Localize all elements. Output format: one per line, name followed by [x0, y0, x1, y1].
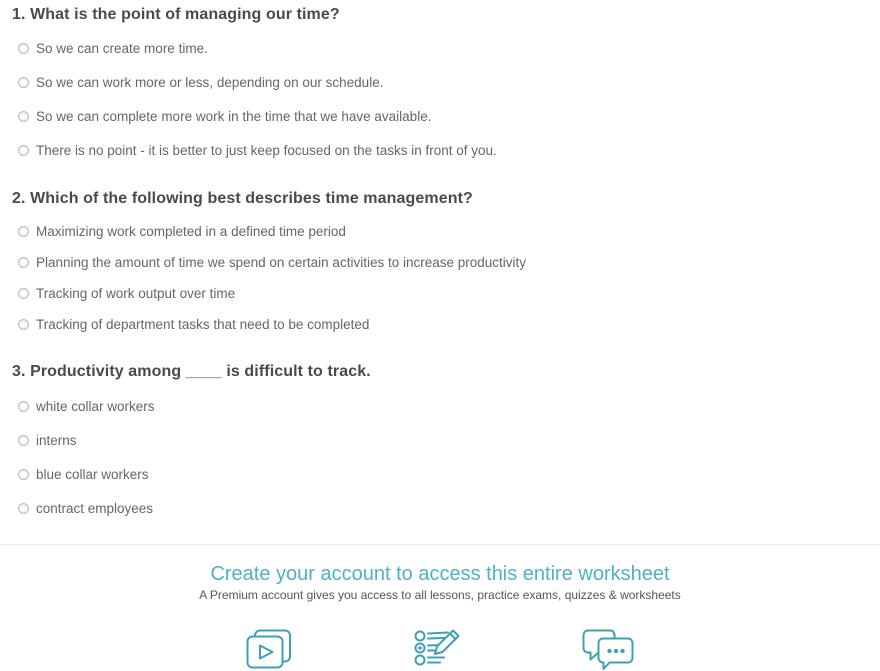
answer-option[interactable] [18, 285, 868, 302]
answer-option[interactable] [18, 316, 868, 333]
answer-option[interactable] [18, 108, 868, 125]
radio-button-icon[interactable] [18, 43, 29, 54]
answer-option[interactable] [18, 398, 868, 415]
question-2-title: 2. Which of the following best describes time management? [12, 190, 473, 207]
question-1-options [18, 40, 868, 159]
question-1-title: 1. What is the point of managing our time? [12, 6, 340, 23]
create-account-cta [0, 562, 880, 671]
answer-option[interactable] [18, 223, 868, 240]
radio-button-icon[interactable] [18, 77, 29, 88]
question-3 [12, 363, 868, 517]
radio-button-icon[interactable] [18, 401, 29, 412]
answer-option-label: contract employees [36, 501, 154, 516]
answer-option[interactable] [18, 432, 868, 449]
answer-option-label: So we can complete more work in the time that we have available. [36, 109, 432, 124]
question-1 [12, 6, 868, 159]
radio-button-icon[interactable] [18, 319, 29, 330]
question-3-options [18, 398, 868, 517]
radio-button-icon[interactable] [18, 111, 29, 122]
answer-option-label: white collar workers [36, 399, 155, 414]
radio-button-icon[interactable] [18, 469, 29, 480]
answer-option-label: There is no point - it is better to just keep focused on the tasks in front of you. [36, 143, 497, 158]
answer-option-label: Planning the amount of time we spend on certain activities to increase productivity [36, 255, 527, 270]
question-2-options [18, 223, 868, 333]
cta-title: Create your account to access this entire worksheet [210, 563, 670, 585]
answer-option[interactable] [18, 466, 868, 483]
radio-button-icon[interactable] [18, 257, 29, 268]
answer-option[interactable] [18, 254, 868, 271]
chat-support-icon [582, 629, 634, 671]
answer-option-label: Maximizing work completed in a defined time period [36, 224, 346, 239]
answer-option-label: blue collar workers [36, 467, 149, 482]
radio-button-icon[interactable] [18, 226, 29, 237]
answer-option-label: So we can create more time. [36, 41, 208, 56]
answer-option[interactable] [18, 500, 868, 517]
answer-option-label: So we can work more or less, depending on our schedule. [36, 75, 384, 90]
answer-option-label: Tracking of department tasks that need to be completed [36, 317, 370, 332]
video-lessons-icon [246, 629, 292, 671]
radio-button-icon[interactable] [18, 435, 29, 446]
radio-button-icon[interactable] [18, 145, 29, 156]
question-3-title: 3. Productivity among ____ is difficult to track. [12, 363, 371, 380]
radio-button-icon[interactable] [18, 503, 29, 514]
radio-button-icon[interactable] [18, 288, 29, 299]
answer-option[interactable] [18, 40, 868, 57]
section-divider [0, 544, 880, 545]
answer-option-label: interns [36, 433, 77, 448]
answer-option[interactable] [18, 74, 868, 91]
answer-option[interactable] [18, 142, 868, 159]
cta-subtitle: A Premium account gives you access to all lessons, practice exams, quizzes & worksheets [199, 588, 681, 602]
cta-benefit-icons [0, 629, 880, 671]
practice-quiz-icon [413, 629, 461, 671]
question-2 [12, 190, 868, 333]
answer-option-label: Tracking of work output over time [36, 286, 236, 301]
